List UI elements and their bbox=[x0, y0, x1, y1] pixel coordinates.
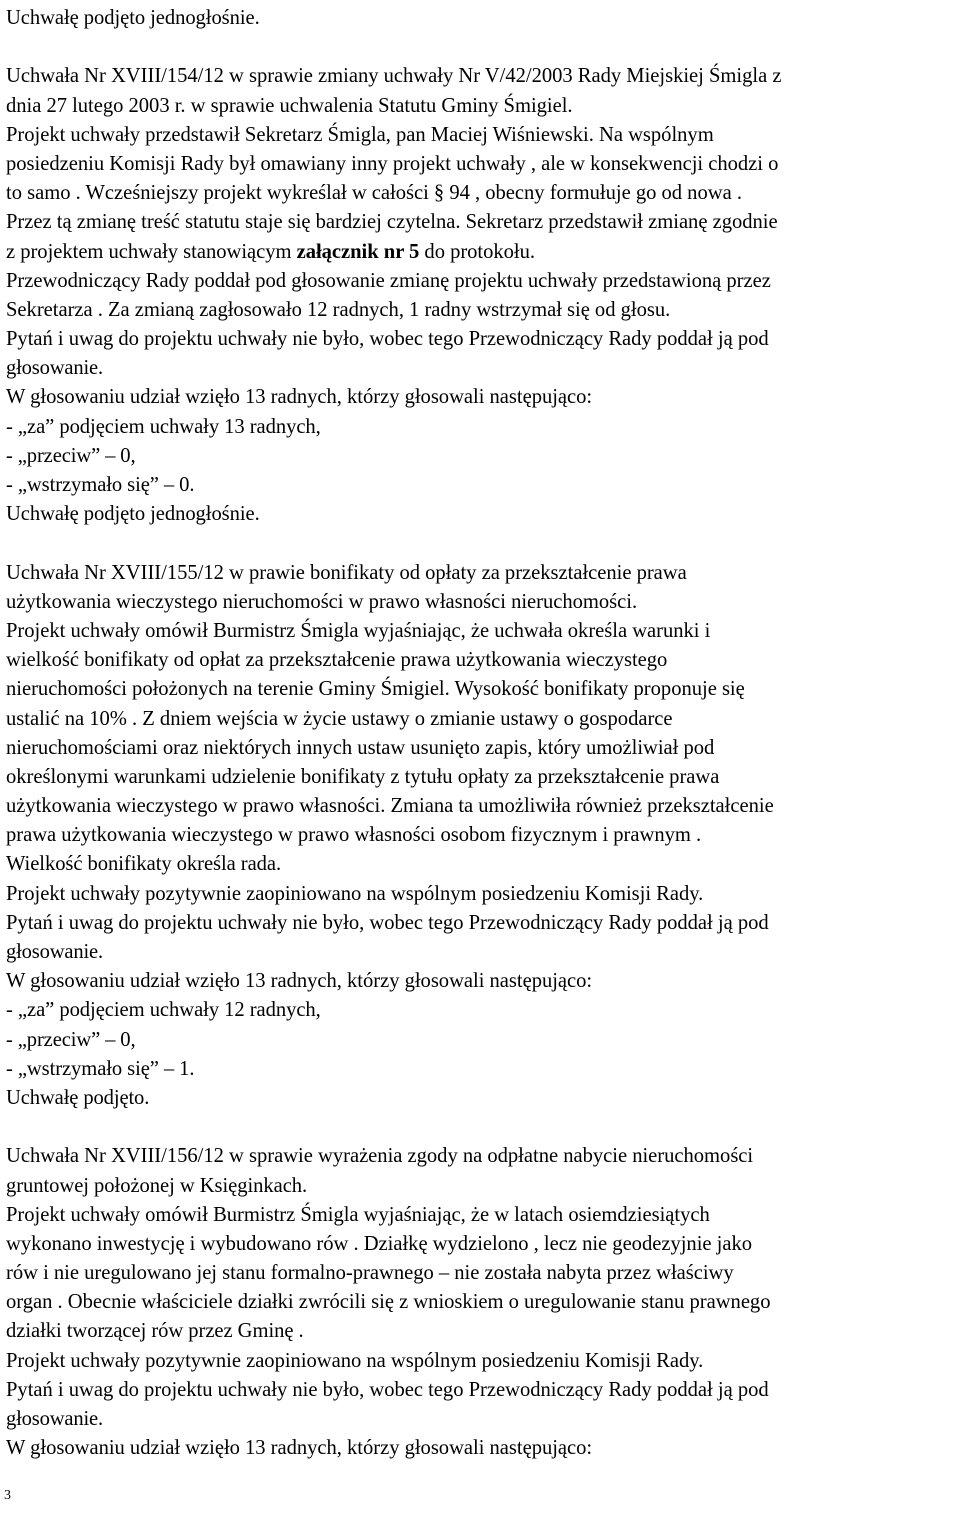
text-span: do protokołu. bbox=[419, 240, 535, 263]
text-line: Uchwała Nr XVIII/154/12 w sprawie zmiany uchwały Nr V/42/2003 Rady Miejskiej Śmigla z bbox=[6, 65, 782, 88]
text-line: Uchwała Nr XVIII/155/12 w prawie bonifikaty od opłaty za przekształcenie prawa bbox=[6, 561, 687, 584]
paragraph-gap bbox=[6, 33, 956, 62]
text-line: rów i nie uregulowano jej stanu formalno-prawnego – nie została nabyta przez właściwy bbox=[6, 1262, 734, 1285]
vote-against: - „przeciw” – 0, bbox=[6, 444, 136, 467]
vote-summary: W głosowaniu udział wzięło 13 radnych, którzy głosowali następująco: bbox=[6, 386, 593, 409]
text-line: Uchwała Nr XVIII/156/12 w sprawie wyrażenia zgody na odpłatne nabycie nieruchomości bbox=[6, 1145, 754, 1168]
text-line: wielkość bonifikaty od opłat za przekształcenie prawa użytkowania wieczystego bbox=[6, 649, 668, 672]
text-line: użytkowania wieczystego w prawo własności. Zmiana ta umożliwiła również przekształcenie bbox=[6, 795, 774, 818]
text-line: Pytań i uwag do projektu uchwały nie było, wobec tego Przewodniczący Rady poddał ją pod bbox=[6, 911, 769, 934]
resolution-155-block bbox=[6, 559, 956, 1114]
text-line: głosowanie. bbox=[6, 941, 103, 963]
text-line: Pytań i uwag do projektu uchwały nie było, wobec tego Przewodniczący Rady poddał ją pod bbox=[6, 328, 769, 351]
text-line: Projekt uchwały przedstawił Sekretarz Śmigla, pan Maciej Wiśniewski. Na wspólnym bbox=[6, 123, 714, 146]
text-span: z projektem uchwały stanowiącym bbox=[6, 240, 297, 263]
text-line: to samo . Wcześniejszy projekt wykreślał w całości § 94 , obecny formułuje go od nowa . bbox=[6, 182, 742, 205]
text-line: głosowanie. bbox=[6, 357, 103, 380]
text-line: Sekretarza . Za zmianą zagłosowało 12 radnych, 1 radny wstrzymał się od głosu. bbox=[6, 298, 671, 321]
vote-abstain: - „wstrzymało się” – 0. bbox=[6, 474, 195, 496]
text-line: nieruchomości położonych na terenie Gminy Śmigiel. Wysokość bonifikaty proponuje się bbox=[6, 678, 745, 701]
text-line: użytkowania wieczystego nieruchomości w prawo własności nieruchomości. bbox=[6, 590, 638, 613]
text-line: organ . Obecnie właściciele działki zwrócili się z wnioskiem o uregulowanie stanu prawnego bbox=[6, 1291, 771, 1314]
resolution-154-block bbox=[6, 62, 956, 529]
vote-against: - „przeciw” – 0, bbox=[6, 1028, 136, 1051]
attachment-reference: załącznik nr 5 bbox=[296, 240, 420, 263]
text-line: nieruchomościami oraz niektórych innych ustaw usunięto zapis, który umożliwiał pod bbox=[6, 736, 715, 759]
text-line: głosowanie. bbox=[6, 1408, 103, 1430]
paragraph-gap bbox=[6, 1113, 956, 1142]
text-line: Projekt uchwały omówił Burmistrz Śmigla wyjaśniając, że w latach osiemdziesiątych bbox=[6, 1203, 710, 1226]
text-line: Wielkość bonifikaty określa rada. bbox=[6, 853, 282, 876]
vote-for: - „za” podjęciem uchwały 12 radnych, bbox=[6, 999, 321, 1022]
text-line: gruntowej położonej w Księginkach. bbox=[6, 1174, 308, 1197]
paragraph-gap bbox=[6, 529, 956, 558]
text-line: Projekt uchwały pozytywnie zaopiniowano na wspólnym posiedzeniu Komisji Rady. bbox=[6, 1349, 704, 1372]
text-line: Projekt uchwały pozytywnie zaopiniowano na wspólnym posiedzeniu Komisji Rady. bbox=[6, 882, 704, 905]
text-line: prawa użytkowania wieczystego w prawo własności osobom fizycznym i prawnym . bbox=[6, 824, 702, 847]
resolution-156-block bbox=[6, 1142, 956, 1463]
text-line bbox=[6, 238, 956, 267]
text-line: Przewodniczący Rady poddał pod głosowanie zmianę projektu uchwały przedstawioną przez bbox=[6, 269, 771, 292]
page-number: 3 bbox=[4, 1488, 11, 1503]
text-line: określonymi warunkami udzielenie bonifikaty z tytułu opłaty za przekształcenie prawa bbox=[6, 765, 720, 788]
vote-summary: W głosowaniu udział wzięło 13 radnych, którzy głosowali następująco: bbox=[6, 970, 593, 993]
text-line: posiedzeniu Komisji Rady był omawiany inny projekt uchwały , ale w konsekwencji chodzi o bbox=[6, 152, 779, 175]
text-line: Projekt uchwały omówił Burmistrz Śmigla wyjaśniając, że uchwała określa warunki i bbox=[6, 619, 711, 642]
text-line: działki tworzącej rów przez Gminę . bbox=[6, 1320, 304, 1343]
vote-abstain: - „wstrzymało się” – 1. bbox=[6, 1057, 195, 1080]
text-line: wykonano inwestycję i wybudowano rów . Działkę wydzielono , lecz nie geodezyjnie jako bbox=[6, 1232, 753, 1255]
vote-for: - „za” podjęciem uchwały 13 radnych, bbox=[6, 415, 321, 438]
resolution-adopted-text: Uchwałę podjęto jednogłośnie. bbox=[6, 7, 260, 29]
text-line: Pytań i uwag do projektu uchwały nie było, wobec tego Przewodniczący Rady poddał ją pod bbox=[6, 1378, 769, 1401]
text-line: dnia 27 lutego 2003 r. w sprawie uchwalenia Statutu Gminy Śmigiel. bbox=[6, 94, 573, 117]
text-line: Przez tą zmianę treść statutu staje się bardziej czytelna. Sekretarz przedstawił zmianę zgodnie bbox=[6, 211, 778, 234]
resolution-result: Uchwałę podjęto jednogłośnie. bbox=[6, 503, 260, 526]
vote-summary: W głosowaniu udział wzięło 13 radnych, którzy głosowali następująco: bbox=[6, 1437, 593, 1460]
resolution-result: Uchwałę podjęto. bbox=[6, 1086, 150, 1109]
document-page bbox=[6, 4, 956, 1463]
text-line: ustalić na 10% . Z dniem wejścia w życie ustawy o zmianie ustawy o gospodarce bbox=[6, 707, 673, 730]
